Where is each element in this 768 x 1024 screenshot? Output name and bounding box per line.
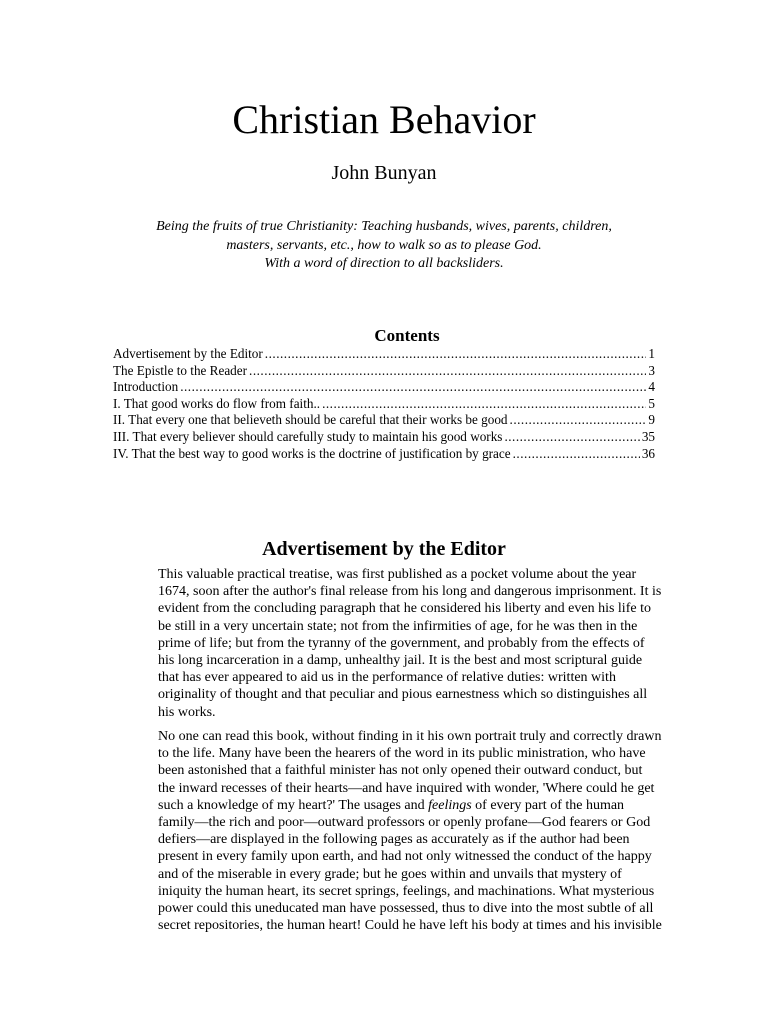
paragraph-line: present in every family upon earth, and had not only witnessed the conduct of the happy: [158, 849, 652, 865]
paragraph-line: This valuable practical treatise, was first published as a pocket volume about the year: [158, 567, 637, 582]
toc-dot-leader: [513, 446, 640, 463]
paragraph-line: the inward recesses of their hearts—and have inquired with wonder, 'Where could he get: [158, 780, 655, 796]
toc-entry-page: 3: [648, 362, 655, 378]
toc-entry[interactable]: [113, 346, 655, 363]
paragraph: [158, 566, 662, 721]
emphasized-word: feelings: [428, 797, 472, 813]
toc-entry-page: 36: [641, 445, 655, 461]
toc-entry-page: 5: [648, 395, 655, 411]
paragraph: [158, 728, 662, 934]
toc-entry-label: IV. That the best way to good works is the doctrine of justification by grace: [113, 445, 511, 461]
author-name: John Bunyan: [331, 162, 437, 184]
toc-dot-leader: [265, 346, 647, 363]
subtitle-line: Being the fruits of true Christianity: Teaching husbands, wives, parents, children,: [156, 219, 612, 234]
toc-dot-leader: [510, 412, 647, 429]
toc-dot-leader: [180, 379, 646, 396]
paragraph-line: prime of life; but from the tyranny of the government, and probably from the effects of: [158, 635, 645, 651]
paragraph-line: family—the rich and poor—outward professors or openly profane—God fearers or God: [158, 815, 651, 831]
paragraph-line: be still in a very uncertain state; not from the infirmities of age, for he was then in the: [158, 618, 638, 634]
subtitle-line: With a word of direction to all backsliders.: [264, 256, 504, 271]
toc-entry-label: II. That every one that believeth should be careful that their works be good: [113, 412, 508, 428]
paragraph-line: been astonished that a faithful minister has not only opened their outward conduct, but: [158, 763, 643, 779]
paragraph-line: evident from the concluding paragraph that he considered his liberty and even his life to: [158, 601, 651, 617]
toc-entry[interactable]: [113, 379, 655, 396]
document-title: Christian Behavior: [232, 97, 536, 142]
toc-entry-page: 35: [641, 428, 655, 444]
toc-entry-label: The Epistle to the Reader: [113, 362, 248, 378]
paragraph-line: originality of thought and that peculiar and pious earnestness which so distinguishes all: [158, 687, 648, 703]
paragraph-line: and of the miserable in every grade; but he goes within and unvails that mystery of: [158, 866, 622, 882]
contents-heading: Contents: [374, 326, 440, 345]
toc-dot-leader: [322, 396, 646, 413]
toc-dot-leader: [504, 429, 639, 446]
document-subtitle: [120, 218, 648, 274]
toc-entry-label: I. That good works do flow from faith..: [113, 395, 321, 411]
toc-entry-label: Advertisement by the Editor: [113, 346, 263, 361]
paragraph-line: his works.: [158, 704, 216, 720]
toc-entry-label: Introduction: [113, 379, 179, 395]
toc-entry-page: 9: [648, 412, 655, 428]
toc-entry-label: III. That every believer should carefully study to maintain his good works: [113, 428, 503, 444]
toc-entry[interactable]: [113, 429, 655, 446]
paragraph-line: [158, 797, 658, 814]
paragraph-line: defiers—are displayed in the following pages as accurately as if the author had been: [158, 832, 630, 848]
paragraph-line: his long incarceration in a damp, unhealthy jail. It is the best and most scriptural guide: [158, 653, 643, 669]
paragraph-line: iniquity the human heart, its secret springs, feelings, and machinations. What mysterious: [158, 883, 655, 899]
toc-entry-page: 4: [648, 379, 655, 395]
paragraph-line: No one can read this book, without finding in it his own portrait truly and correctly drawn: [158, 729, 662, 744]
toc-dot-leader: [249, 363, 646, 380]
paragraph-line: 1674, soon after the author's final release from his long and dangerous imprisonment. It is: [158, 584, 662, 600]
toc-entry[interactable]: [113, 412, 655, 429]
table-of-contents: [113, 346, 655, 462]
subtitle-line: masters, servants, etc., how to walk so as to please God.: [226, 237, 542, 253]
paragraph-line: secret repositories, the human heart! Could he have left his body at times and his invisible: [158, 918, 662, 934]
paragraph-line: power could this uneducated man have possessed, thus to dive into the most subtle of all: [158, 901, 654, 917]
paragraph-text: such a knowledge of my heart?' The usages and: [158, 797, 429, 813]
toc-entry[interactable]: [113, 396, 655, 413]
section-heading: Advertisement by the Editor: [262, 537, 506, 560]
paragraph-line: that has ever appeared to aid us in the performance of relative duties: written with: [158, 670, 616, 686]
toc-entry-page: 1: [648, 346, 655, 361]
toc-entry[interactable]: [113, 446, 655, 463]
toc-entry[interactable]: [113, 363, 655, 380]
paragraph-line: to the life. Many have been the hearers of the word in its public ministration, who have: [158, 746, 646, 762]
paragraph-text: of every part of the human: [471, 797, 625, 813]
